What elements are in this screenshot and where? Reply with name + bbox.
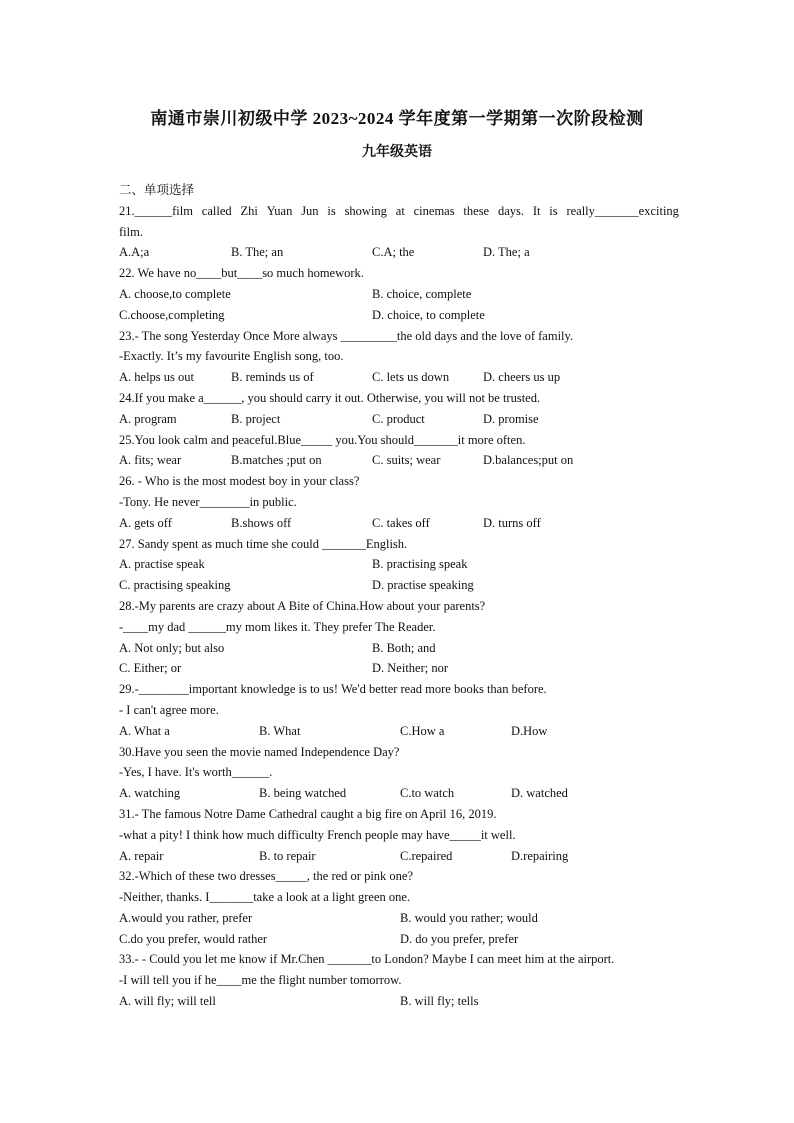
- question-25-stem: 25.You look calm and peaceful.Blue_____ you.You should_______it more often.: [119, 432, 526, 447]
- option-c[interactable]: C.do you prefer, would rather: [119, 931, 268, 946]
- stem-word: is: [327, 203, 336, 218]
- question-23-stem: 23.- The song Yesterday Once More always _________the old days and the love of family.: [119, 328, 574, 343]
- stem-word: Zhi: [240, 203, 258, 218]
- option-b[interactable]: B. will fly; tells: [400, 994, 479, 1009]
- question-23-options: [119, 367, 679, 388]
- option-d[interactable]: D.balances;put on: [483, 453, 574, 468]
- option-d[interactable]: D. turns off: [483, 515, 541, 530]
- option-d[interactable]: D. choice, to complete: [372, 307, 485, 322]
- option-c[interactable]: C.repaired: [400, 848, 453, 863]
- section-heading: 二、单项选择: [119, 183, 195, 197]
- page-subtitle: 九年级英语: [362, 145, 432, 160]
- question-31-reply: -what a pity! I think how much difficulty French people may have_____it well.: [119, 827, 516, 842]
- option-a[interactable]: A.would you rather, prefer: [119, 910, 253, 925]
- option-c[interactable]: C. suits; wear: [372, 453, 441, 468]
- option-a[interactable]: A. gets off: [119, 515, 172, 530]
- option-b[interactable]: B. project: [231, 411, 281, 426]
- stem-word: called: [201, 203, 232, 218]
- option-b[interactable]: B. practising speak: [372, 557, 468, 572]
- stem-word: at: [395, 203, 405, 218]
- question-27-options-row2: [119, 575, 679, 596]
- question-27-options-row1: [119, 554, 679, 575]
- question-22-options-row2: [119, 305, 679, 326]
- stem-word: cinemas: [413, 203, 455, 218]
- question-26-options: [119, 513, 679, 534]
- question-23-reply: -Exactly. It’s my favourite English song, too.: [119, 349, 344, 364]
- option-a[interactable]: A. watching: [119, 786, 181, 801]
- question-30-stem: 30.Have you seen the movie named Independence Day?: [119, 744, 400, 759]
- question-30-reply: -Yes, I have. It's worth______.: [119, 765, 273, 780]
- question-33-options-row1: [119, 991, 679, 1012]
- question-22-stem: 22. We have no____but____so much homework.: [119, 266, 364, 281]
- option-b[interactable]: B. choice, complete: [372, 286, 472, 301]
- question-21-options: [119, 242, 679, 263]
- question-33-stem: 33.- - Could you let me know if Mr.Chen _______to London? Maybe I can meet him at the airport.: [119, 952, 615, 967]
- option-a[interactable]: A. helps us out: [119, 370, 194, 385]
- stem-word: Jun: [301, 203, 319, 218]
- question-list: [119, 180, 679, 1012]
- question-21-stem-cont: film.: [119, 224, 143, 239]
- option-c[interactable]: C. product: [372, 411, 425, 426]
- question-32-options-row2: [119, 929, 679, 950]
- option-d[interactable]: D.How: [511, 723, 548, 738]
- option-a[interactable]: A. practise speak: [119, 557, 205, 572]
- option-a[interactable]: A.A;a: [119, 245, 150, 260]
- option-a[interactable]: A. Not only; but also: [119, 640, 225, 655]
- stem-word: showing: [344, 203, 387, 218]
- stem-word: days.: [497, 203, 524, 218]
- option-b[interactable]: B. reminds us of: [231, 370, 314, 385]
- option-b[interactable]: B. Both; and: [372, 640, 436, 655]
- question-28-stem: 28.-My parents are crazy about A Bite of China.How about your parents?: [119, 598, 486, 613]
- option-c[interactable]: C. lets us down: [372, 370, 450, 385]
- question-31-options: [119, 846, 679, 867]
- stem-word: these: [463, 203, 490, 218]
- question-33-reply: -I will tell you if he____me the flight number tomorrow.: [119, 973, 402, 988]
- option-c[interactable]: C. takes off: [372, 515, 430, 530]
- option-b[interactable]: B. would you rather; would: [400, 910, 538, 925]
- option-d[interactable]: D. The; a: [483, 245, 530, 260]
- option-b[interactable]: B. to repair: [259, 848, 316, 863]
- option-b[interactable]: B.matches ;put on: [231, 453, 322, 468]
- question-24-options: [119, 409, 679, 430]
- option-b[interactable]: B. What: [259, 723, 301, 738]
- option-b[interactable]: B.shows off: [231, 515, 292, 530]
- stem-word: Yuan: [266, 203, 293, 218]
- question-25-options: [119, 450, 679, 471]
- option-d[interactable]: D.repairing: [511, 848, 569, 863]
- option-a[interactable]: A. program: [119, 411, 177, 426]
- option-d[interactable]: D. do you prefer, prefer: [400, 931, 519, 946]
- option-d[interactable]: D. practise speaking: [372, 578, 474, 593]
- question-29-reply: - I can't agree more.: [119, 702, 219, 717]
- question-28-reply: -____my dad ______my mom likes it. They prefer The Reader.: [119, 619, 436, 634]
- option-d[interactable]: D. promise: [483, 411, 539, 426]
- stem-word: It: [532, 203, 541, 218]
- option-a[interactable]: A. fits; wear: [119, 453, 182, 468]
- option-a[interactable]: A. will fly; will tell: [119, 994, 216, 1009]
- question-28-options-row2: [119, 658, 679, 679]
- option-c[interactable]: C. Either; or: [119, 661, 182, 676]
- question-24-stem: 24.If you make a______, you should carry it out. Otherwise, you will not be trusted.: [119, 390, 541, 405]
- option-c[interactable]: C. practising speaking: [119, 578, 231, 593]
- option-a[interactable]: A. What a: [119, 723, 170, 738]
- question-31-stem: 31.- The famous Notre Dame Cathedral caught a big fire on April 16, 2019.: [119, 806, 497, 821]
- option-c[interactable]: C.A; the: [372, 245, 415, 260]
- question-32-reply: -Neither, thanks. I_______take a look at a light green one.: [119, 890, 411, 905]
- question-30-options: [119, 783, 679, 804]
- option-c[interactable]: C.How a: [400, 723, 445, 738]
- option-d[interactable]: D. Neither; nor: [372, 661, 449, 676]
- question-21-stem: [119, 201, 679, 222]
- question-32-stem: 32.-Which of these two dresses_____, the red or pink one?: [119, 869, 414, 884]
- stem-word: is: [549, 203, 558, 218]
- option-d[interactable]: D. watched: [511, 786, 568, 801]
- option-d[interactable]: D. cheers us up: [483, 370, 561, 385]
- question-27-stem: 27. Sandy spent as much time she could _______English.: [119, 536, 408, 551]
- option-c[interactable]: C.choose,completing: [119, 307, 225, 322]
- option-a[interactable]: A. repair: [119, 848, 164, 863]
- question-22-options-row1: [119, 284, 679, 305]
- question-26-stem: 26. - Who is the most modest boy in your class?: [119, 474, 360, 489]
- question-28-options-row1: [119, 638, 679, 659]
- option-b[interactable]: B. The; an: [231, 245, 284, 260]
- option-b[interactable]: B. being watched: [259, 786, 347, 801]
- option-a[interactable]: A. choose,to complete: [119, 286, 231, 301]
- stem-word: 21.______film: [119, 203, 193, 218]
- question-29-stem: 29.-________important knowledge is to us! We'd better read more books than before.: [119, 682, 547, 697]
- page-title: 南通市崇川初级中学 2023~2024 学年度第一学期第一次阶段检测: [150, 109, 644, 128]
- question-26-reply: -Tony. He never________in public.: [119, 494, 297, 509]
- stem-word: really_______exciting: [566, 203, 679, 218]
- option-c[interactable]: C.to watch: [400, 786, 455, 801]
- question-29-options: [119, 721, 679, 742]
- question-32-options-row1: [119, 908, 679, 929]
